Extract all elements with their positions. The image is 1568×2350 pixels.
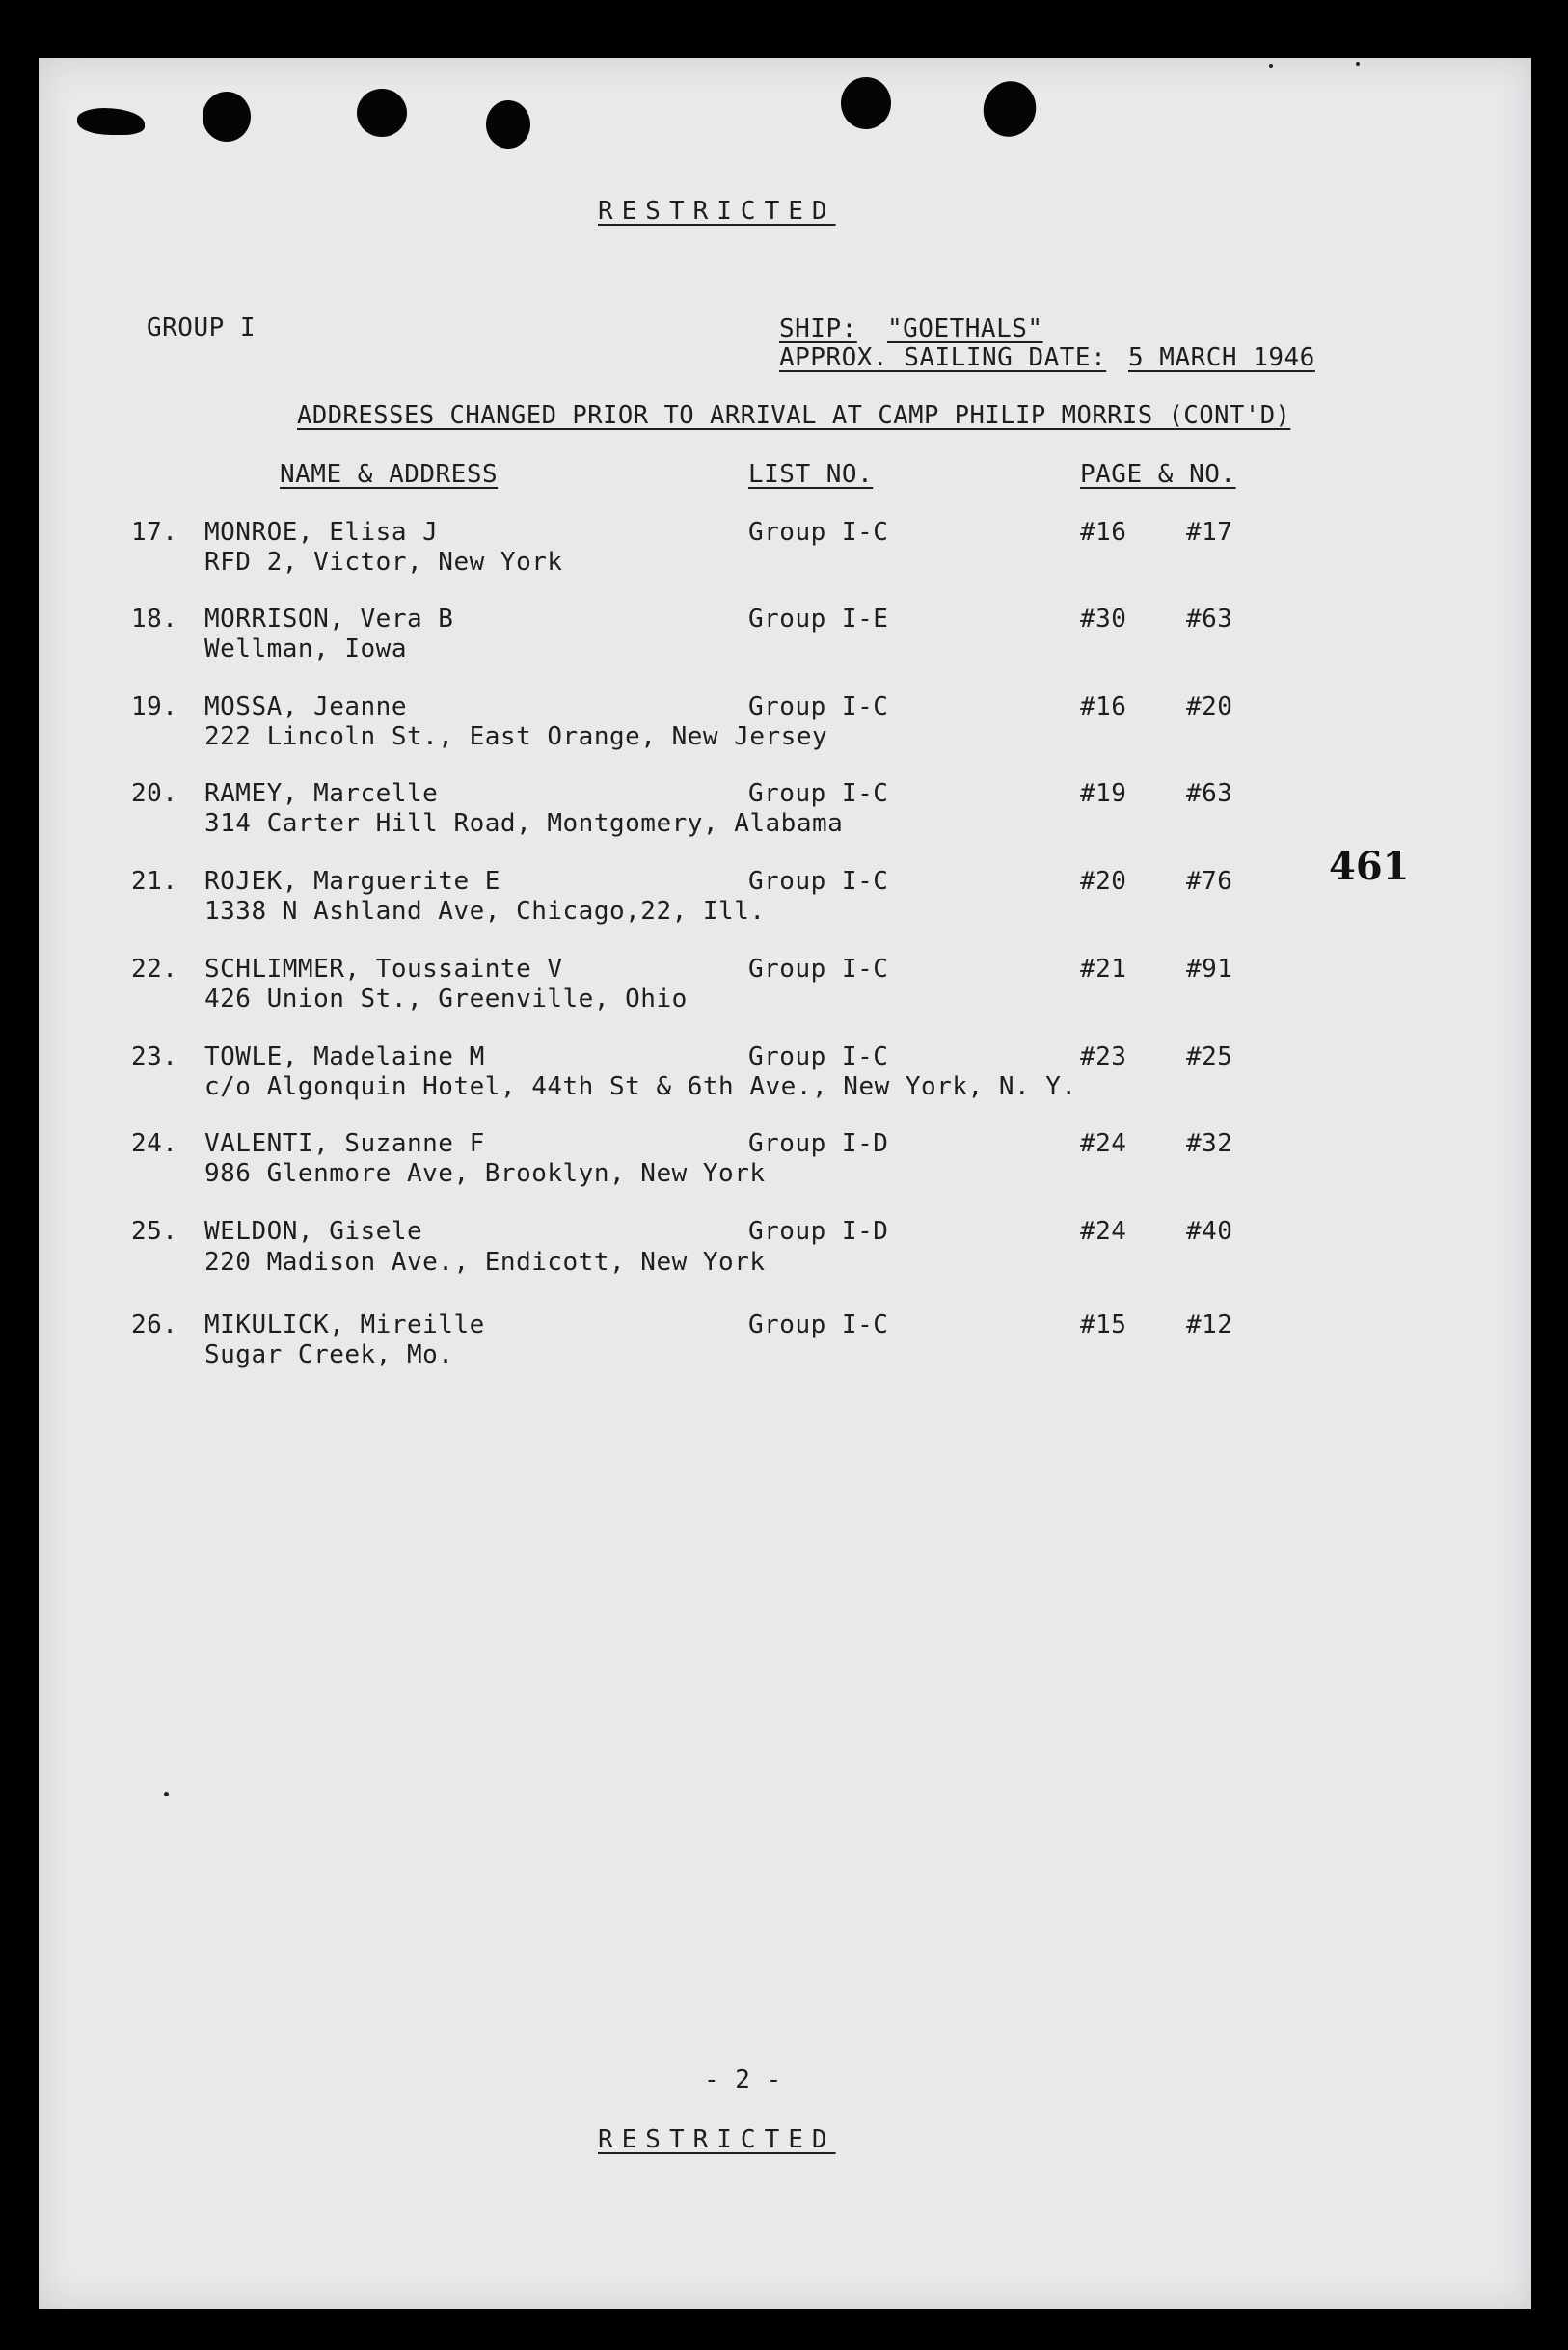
- entry-address: Sugar Creek, Mo.: [204, 1340, 454, 1369]
- entry-number: 19.: [131, 692, 178, 721]
- punch-hole: [486, 100, 530, 149]
- entry-number: 24.: [131, 1129, 178, 1158]
- document-title: ADDRESSES CHANGED PRIOR TO ARRIVAL AT CAMP PHILIP MORRIS (CONT'D): [297, 401, 1291, 430]
- speck: [164, 1792, 169, 1796]
- entry-list-no: Group I-C: [748, 955, 889, 984]
- entry-list-no: Group I-C: [748, 518, 889, 547]
- entry-number: 22.: [131, 955, 178, 984]
- entry-name: MONROE, Elisa J: [204, 518, 439, 547]
- sailing-date: 5 MARCH 1946: [1128, 343, 1315, 372]
- entry-name: MOSSA, Jeanne: [204, 692, 407, 721]
- entry-list-no: Group I-C: [748, 779, 889, 808]
- entry-no: #63: [1186, 779, 1233, 808]
- entry-address: c/o Algonquin Hotel, 44th St & 6th Ave., New York, N. Y.: [204, 1072, 1077, 1101]
- entry-list-no: Group I-C: [748, 1042, 889, 1071]
- entry-page: #23: [1080, 1042, 1127, 1071]
- stamp-number: 461: [1329, 844, 1410, 889]
- page-number: - 2 -: [704, 2066, 782, 2094]
- entry-no: #25: [1186, 1042, 1233, 1071]
- entry-page: #15: [1080, 1310, 1127, 1339]
- entry-list-no: Group I-E: [748, 605, 889, 634]
- entry-address: 426 Union St., Greenville, Ohio: [204, 985, 688, 1013]
- sailing-date-label: APPROX. SAILING DATE:: [779, 343, 1107, 372]
- punch-hole: [357, 89, 407, 137]
- entry-number: 25.: [131, 1217, 178, 1246]
- column-header-name: NAME & ADDRESS: [280, 460, 499, 489]
- entry-name: MIKULICK, Mireille: [204, 1310, 485, 1339]
- entry-list-no: Group I-C: [748, 867, 889, 896]
- entry-name: WELDON, Gisele: [204, 1217, 423, 1246]
- entry-no: #63: [1186, 605, 1233, 634]
- entry-address: 220 Madison Ave., Endicott, New York: [204, 1248, 766, 1277]
- entry-name: VALENTI, Suzanne F: [204, 1129, 485, 1158]
- entry-page: #16: [1080, 518, 1127, 547]
- entry-address: 986 Glenmore Ave, Brooklyn, New York: [204, 1159, 766, 1188]
- entry-address: 314 Carter Hill Road, Montgomery, Alabama: [204, 809, 844, 838]
- entry-page: #16: [1080, 692, 1127, 721]
- entry-name: ROJEK, Marguerite E: [204, 867, 500, 896]
- speck: [1356, 62, 1360, 66]
- entry-number: 21.: [131, 867, 178, 896]
- entry-list-no: Group I-C: [748, 692, 889, 721]
- entry-address: 1338 N Ashland Ave, Chicago,22, Ill.: [204, 897, 766, 926]
- ship-name: "GOETHALS": [887, 314, 1043, 343]
- column-header-list: LIST NO.: [748, 460, 874, 489]
- punch-hole: [841, 77, 891, 129]
- classification-header: RESTRICTED: [598, 197, 836, 226]
- entry-no: #12: [1186, 1310, 1233, 1339]
- column-header-page: PAGE & NO.: [1080, 460, 1236, 489]
- entry-address: RFD 2, Victor, New York: [204, 548, 563, 577]
- entry-name: RAMEY, Marcelle: [204, 779, 439, 808]
- entry-address: Wellman, Iowa: [204, 635, 407, 663]
- entry-number: 17.: [131, 518, 178, 547]
- entry-list-no: Group I-D: [748, 1129, 889, 1158]
- entry-number: 18.: [131, 605, 178, 634]
- ship-label: SHIP:: [779, 314, 857, 343]
- entry-name: MORRISON, Vera B: [204, 605, 454, 634]
- entry-no: #17: [1186, 518, 1233, 547]
- entry-number: 20.: [131, 779, 178, 808]
- entry-no: #20: [1186, 692, 1233, 721]
- entry-list-no: Group I-C: [748, 1310, 889, 1339]
- entry-name: SCHLIMMER, Toussainte V: [204, 955, 563, 984]
- entry-no: #32: [1186, 1129, 1233, 1158]
- entry-name: TOWLE, Madelaine M: [204, 1042, 485, 1071]
- entry-no: #91: [1186, 955, 1233, 984]
- entry-address: 222 Lincoln St., East Orange, New Jersey: [204, 722, 828, 751]
- entry-no: #40: [1186, 1217, 1233, 1246]
- entry-page: #20: [1080, 867, 1127, 896]
- punch-hole: [203, 92, 251, 142]
- speck: [1269, 64, 1273, 68]
- entry-no: #76: [1186, 867, 1233, 896]
- classification-footer: RESTRICTED: [598, 2125, 836, 2154]
- entry-list-no: Group I-D: [748, 1217, 889, 1246]
- entry-page: #24: [1080, 1129, 1127, 1158]
- entry-number: 23.: [131, 1042, 178, 1071]
- entry-number: 26.: [131, 1310, 178, 1339]
- entry-page: #30: [1080, 605, 1127, 634]
- entry-page: #21: [1080, 955, 1127, 984]
- group-label: GROUP I: [147, 313, 257, 342]
- entry-page: #19: [1080, 779, 1127, 808]
- entry-page: #24: [1080, 1217, 1127, 1246]
